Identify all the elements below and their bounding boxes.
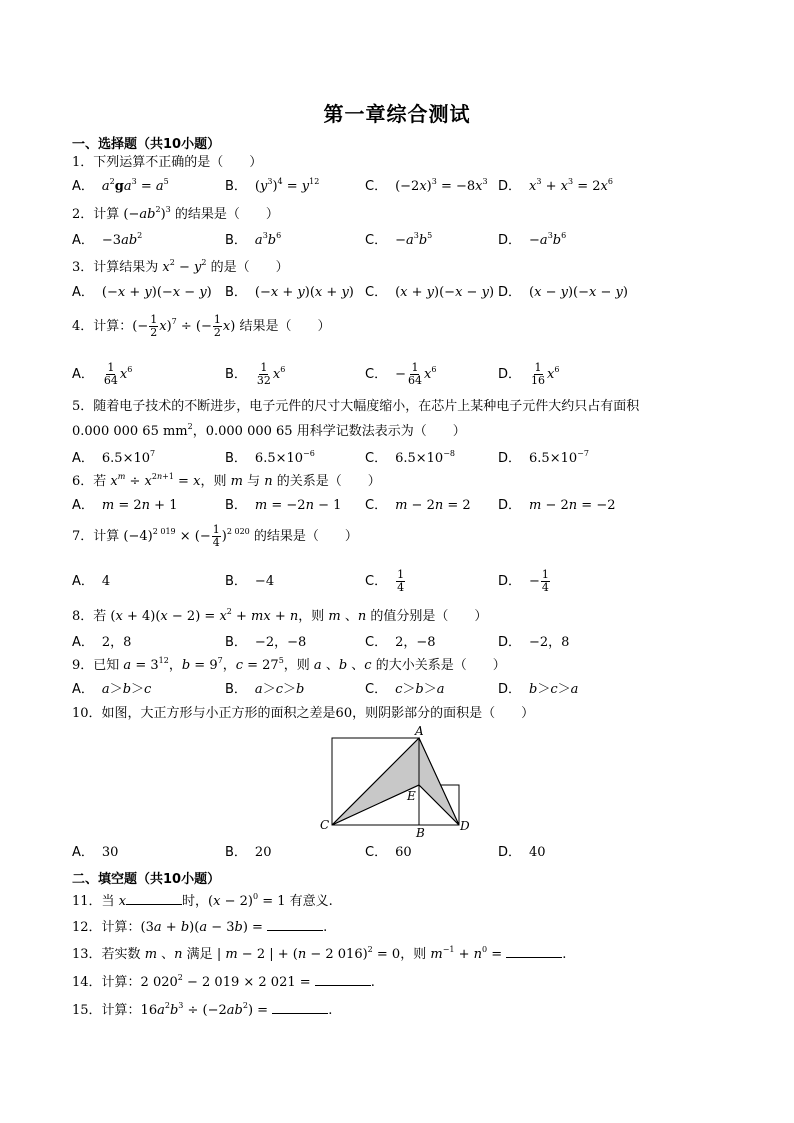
section-fill-in: 二、填空题（共10小题）	[72, 872, 221, 887]
option-c[interactable]: C． c＞b＞a	[365, 682, 445, 697]
question-9-options	[72, 680, 732, 700]
answer-blank[interactable]	[272, 1001, 328, 1014]
option-a[interactable]: A． $-3ab^2$	[72, 231, 143, 248]
option-d[interactable]: D． − $\frac{1}{4}$	[498, 568, 549, 594]
option-b[interactable]: B． $\frac{1}{32}$ $x^6$	[225, 361, 286, 387]
question-7: 7．计算 $(-4)^{2 019}$ × (− $\frac{1}{4}$ )$^{2 020}$ 的结果是（ ）	[72, 523, 358, 549]
question-6: 6．若 $x^m \div x^{2n+1} = x$，则 m 与 n 的关系是（ ）	[72, 472, 381, 489]
question-1-options	[72, 177, 732, 197]
option-b[interactable]: B． m = −2n − 1	[225, 498, 342, 513]
option-c[interactable]: C． (x + y)(−x − y)	[365, 285, 495, 300]
label-c: C	[320, 818, 330, 832]
option-c[interactable]: C． $-a^3b^5$	[365, 231, 433, 248]
label-e: E	[407, 789, 416, 803]
option-c[interactable]: C． − $\frac{1}{64}$ $x^6$	[365, 361, 437, 387]
question-2-options	[72, 231, 732, 251]
option-c[interactable]: C． 60	[365, 845, 412, 860]
answer-blank[interactable]	[126, 892, 182, 905]
option-d[interactable]: D． m − 2n = −2	[498, 498, 616, 513]
option-b[interactable]: B． −2，−8	[225, 635, 307, 650]
option-b[interactable]: B． a＞c＞b	[225, 682, 305, 697]
question-12: 12．计算：(3a + b)(a − 3b) = .	[72, 920, 328, 935]
question-4-options	[72, 358, 732, 392]
option-b[interactable]: B． −4	[225, 574, 275, 589]
answer-blank[interactable]	[506, 945, 562, 958]
option-a[interactable]: A． $\frac{1}{64}$ $x^6$	[72, 361, 133, 387]
option-b[interactable]: B． (−x + y)(x + y)	[225, 285, 354, 300]
option-a[interactable]: A． 4	[72, 574, 111, 589]
answer-blank[interactable]	[315, 973, 371, 986]
question-7-options	[72, 565, 732, 599]
question-8: 8．若 $(x + 4)(x - 2) = x^2$ + mx + n，则 m 、n 的值分别是（ ）	[72, 607, 488, 624]
option-a[interactable]: A． $6.5\times 10^7$	[72, 449, 156, 466]
page-title: 第一章综合测试	[323, 102, 471, 126]
option-a[interactable]: A． $a^2ga^3 = a^5$	[72, 177, 169, 194]
question-5-line-1: 5．随着电子技术的不断进步，电子元件的尺寸大幅度缩小，在芯片上某种电子元件大约只占有面积	[72, 399, 640, 414]
option-a[interactable]: A． 2，8	[72, 635, 132, 650]
question-13: 13．若实数 m 、n 满足 | m − 2 | + (n − 2 016)$^2$ = 0，则 $m^{-1} + n^0$ = .	[72, 945, 567, 962]
option-d[interactable]: D． $-a^3b^6$	[498, 231, 567, 248]
option-c[interactable]: C． 2，−8	[365, 635, 436, 650]
option-d[interactable]: D． $x^3 + x^3 = 2x^6$	[498, 177, 613, 194]
question-1: 1．下列运算不正确的是（ ）	[72, 155, 263, 170]
section-multiple-choice: 一、选择题（共10小题）	[72, 137, 221, 152]
answer-blank[interactable]	[267, 918, 323, 931]
option-d[interactable]: D． b＞c＞a	[498, 682, 579, 697]
question-10-options	[72, 843, 732, 863]
label-b: B	[416, 826, 425, 840]
option-b[interactable]: B． $(y^3)^4 = y^{12}$	[225, 177, 320, 194]
label-d: D	[460, 819, 470, 833]
question-4: 4．计算：(− $\frac{1}{2}$ x)$^7$ ÷ (− $\frac{1}{2}$ x) 结果是（ ）	[72, 313, 331, 339]
question-11: 11．当 x 时，$(x - 2)^0 = 1$ 有意义.	[72, 892, 333, 909]
option-d[interactable]: D． −2，8	[498, 635, 570, 650]
question-6-options	[72, 496, 732, 516]
option-a[interactable]: A． a＞b＞c	[72, 682, 152, 697]
label-a: A	[415, 724, 424, 738]
option-b[interactable]: B． 20	[225, 845, 272, 860]
option-c[interactable]: C． $6.5\times 10^{-8}$	[365, 449, 455, 466]
option-b[interactable]: B． $6.5\times 10^{-6}$	[225, 449, 315, 466]
question-10: 10．如图，大正方形与小正方形的面积之差是60，则阴影部分的面积是（ ）	[72, 706, 535, 721]
question-14: 14．计算：2 $020^2 - 2$ 019 × 2 021 = .	[72, 973, 375, 990]
option-d[interactable]: D． 40	[498, 845, 546, 860]
option-c[interactable]: C． $\frac{1}{4}$	[365, 568, 405, 594]
option-a[interactable]: A． (−x + y)(−x − y)	[72, 285, 212, 300]
question-3: 3．计算结果为 $x^2 - y^2$ 的是（ ）	[72, 258, 289, 275]
option-a[interactable]: A． 30	[72, 845, 119, 860]
option-d[interactable]: D． $6.5\times 10^{-7}$	[498, 449, 589, 466]
question-9: 9．已知 $a = 3^{12}$，$b = 9^7$，$c = 27^5$，则 a 、b 、c 的大小关系是（ ）	[72, 656, 506, 673]
question-8-options	[72, 633, 732, 653]
option-d[interactable]: D． (x − y)(−x − y)	[498, 285, 628, 300]
question-3-options	[72, 283, 732, 303]
question-2: 2．计算 $(-ab^2)^3$ 的结果是（ ）	[72, 205, 279, 222]
question-5-options	[72, 449, 732, 469]
question-5-line-2: 0.000 000 65 $mm^2$，0.000 000 65 用科学记数法表示为（ ）	[72, 422, 466, 439]
option-c[interactable]: C． m − 2n = 2	[365, 498, 471, 513]
option-d[interactable]: D． $\frac{1}{16}$ $x^6$	[498, 361, 560, 387]
option-a[interactable]: A． m = 2n + 1	[72, 498, 178, 513]
option-c[interactable]: C． $(-2x)^3 = -8x^3$	[365, 177, 488, 194]
squares-figure	[318, 725, 468, 840]
question-15: 15．计算：$16a^2b^3 \div (-2ab^2)$ = .	[72, 1001, 333, 1018]
option-b[interactable]: B． $a^3b^6$	[225, 231, 282, 248]
